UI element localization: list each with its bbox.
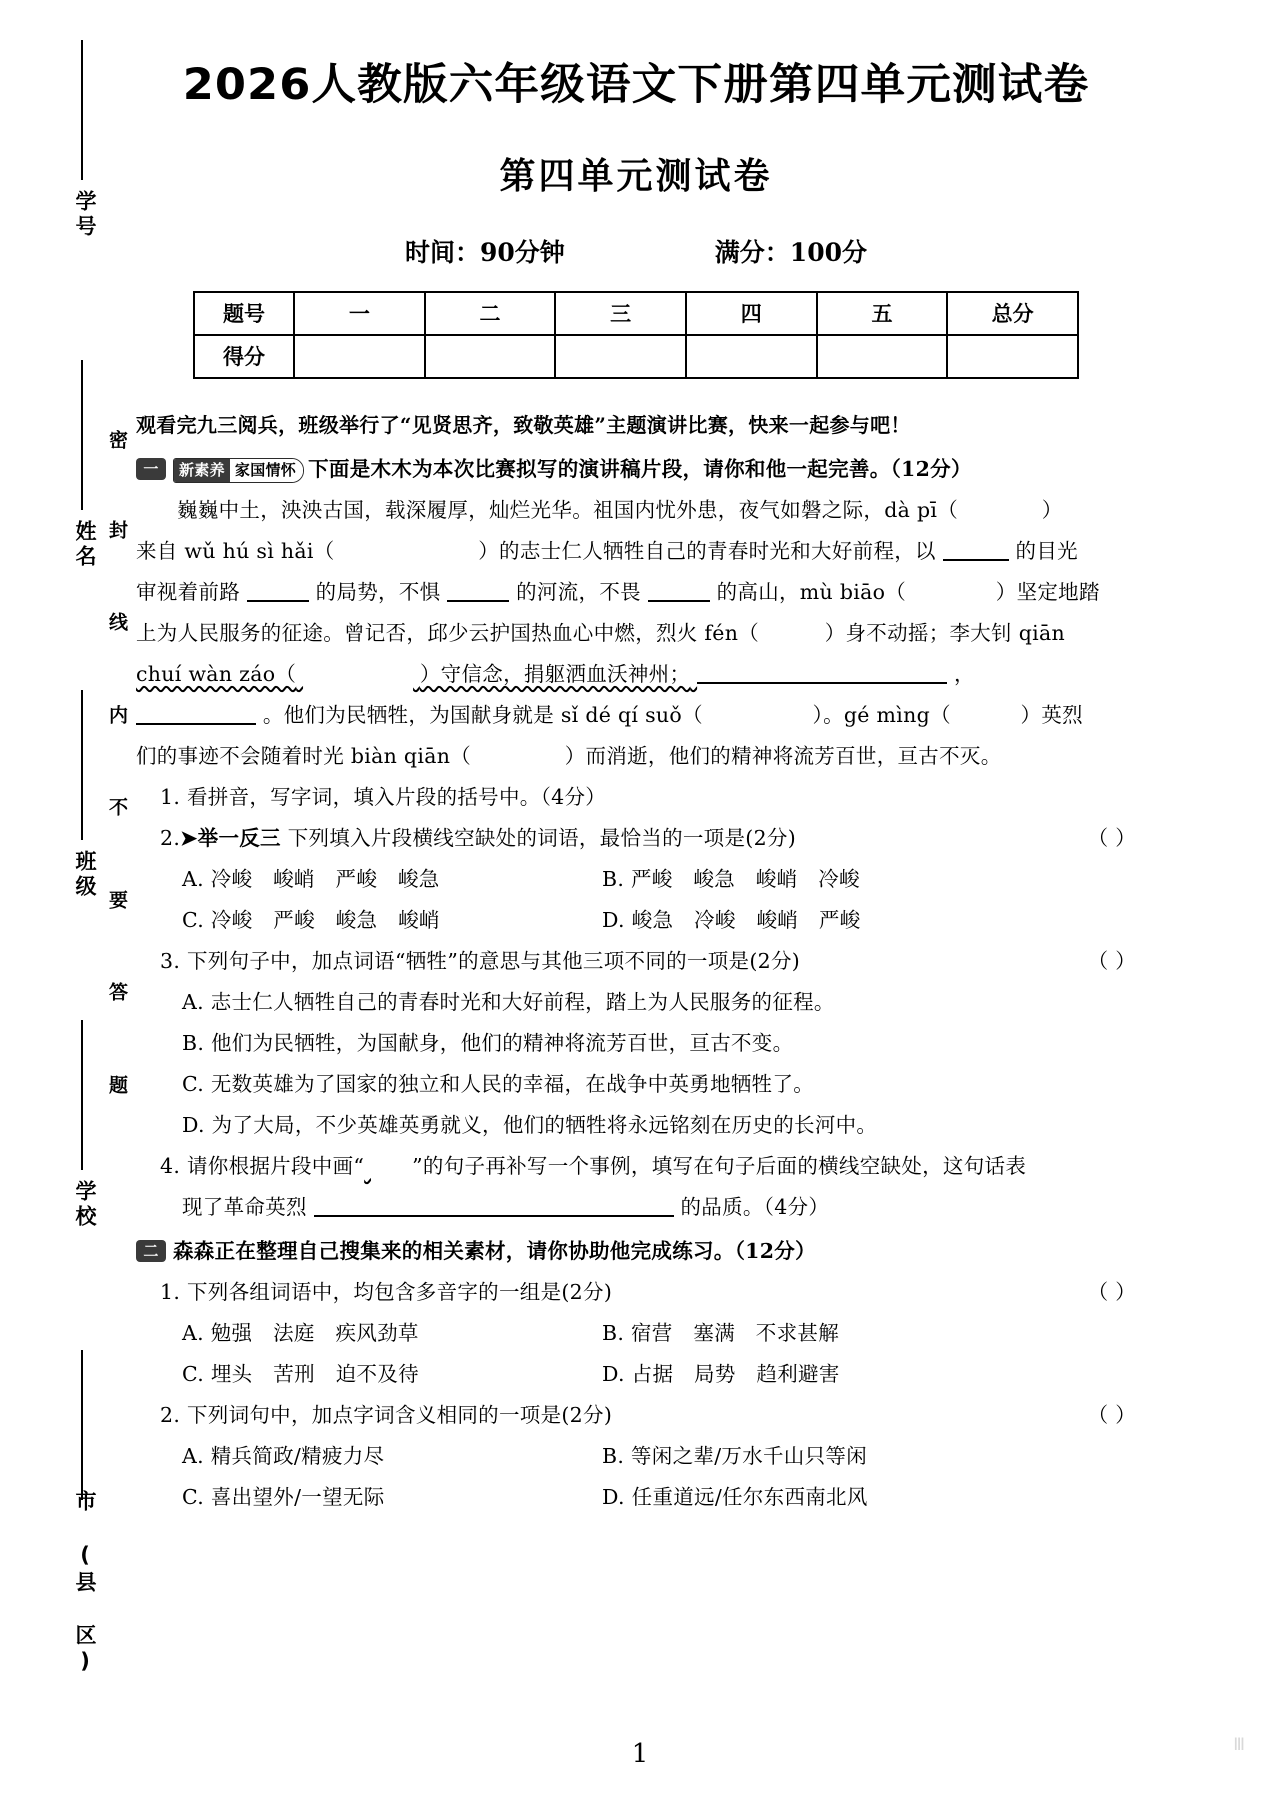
- passage-line-5: [136, 654, 1136, 695]
- passage-line-1: [136, 490, 1136, 531]
- seal-bar: [26, 40, 136, 1740]
- s2-q1-options-row-2: [182, 1354, 1136, 1395]
- exam-meta: [136, 233, 1136, 269]
- seal-rule-1: [81, 40, 83, 180]
- s1-q2-number: 2.: [160, 825, 181, 850]
- passage-l3-c: 的河流，不畏: [516, 579, 641, 604]
- passage-l5-b: ）守信念，捐躯洒血沃神州；: [419, 661, 691, 686]
- passage-l6-c: ）英烈: [1020, 702, 1083, 727]
- s2-q2-option-a[interactable]: A. 精兵简政/精疲力尽: [182, 1443, 385, 1468]
- passage-underline-4[interactable]: [648, 600, 710, 602]
- watermark: Ⅲ: [1233, 1735, 1246, 1755]
- page-subtitle: 第四单元测试卷: [499, 155, 773, 197]
- s1-q4-d: 的品质。（4分）: [680, 1194, 830, 1219]
- seal-rule-2: [81, 360, 83, 510]
- passage-l1-a: 巍巍中土，泱泱古国，载深履厚，灿烂光华。祖国内忧外患，夜气如磐之际，dà pī（: [177, 497, 959, 522]
- section-one-passage: [136, 490, 1136, 777]
- score-cell-1[interactable]: [294, 335, 425, 378]
- seal-mid-da: 答: [106, 982, 128, 1003]
- passage-l5-c: ，: [953, 661, 975, 686]
- passage-l3-d: 的高山，mù biāo（: [716, 579, 907, 604]
- passage-l7-a: 们的事迹不会随着时光 biàn qiān（: [136, 743, 472, 768]
- score-table-label-tihao: 题号: [194, 292, 294, 335]
- passage-line-4: [136, 613, 1136, 654]
- s2-q1-stem: 1. 下列各组词语中，均包含多音字的一组是(2分): [160, 1279, 613, 1304]
- seal-mid-xian: 线: [106, 612, 128, 633]
- s2-q1-options-row-1: [182, 1313, 1136, 1354]
- passage-wavy-1: [136, 662, 697, 686]
- score-col-4: 四: [686, 292, 817, 335]
- passage-line-7: [136, 736, 1136, 777]
- passage-l2-c: 的目光: [1015, 538, 1078, 563]
- s2-q1-option-b[interactable]: B. 宿营 塞满 不求甚解: [602, 1320, 839, 1345]
- score-col-1: 一: [294, 292, 425, 335]
- passage-l3-b: 的局势，不惧: [315, 579, 441, 604]
- passage-l5-a: chuí wàn záo（: [136, 661, 297, 686]
- s2-q1-option-a[interactable]: A. 勉强 法庭 疾风劲草: [182, 1320, 419, 1345]
- s2-question-2: [160, 1395, 1136, 1436]
- passage-l7-b: ）而消逝，他们的精神将流芳百世，亘古不灭。: [564, 743, 1002, 768]
- s2-q2-option-b[interactable]: B. 等闲之辈/万水千山只等闲: [602, 1443, 868, 1468]
- s1-q3-option-d[interactable]: D. 为了大局，不少英雄英勇就义，他们的牺牲将永远铭刻在历史的长河中。: [182, 1112, 878, 1137]
- passage-underline-2[interactable]: [247, 600, 309, 602]
- s1-q3-answer-bracket[interactable]: （ ）: [1087, 948, 1136, 973]
- section-one-number: 一: [136, 458, 166, 480]
- seal-label-xuehao: 学号: [73, 190, 97, 240]
- s1-q2-stem-wrap: [160, 818, 796, 859]
- s1-q4-b: ”的句子再补写一个事例，填写在句子后面的横线空缺处，这句话表: [412, 1153, 1027, 1178]
- s1-question-4-line2: [182, 1187, 1136, 1228]
- passage-l6-b: ）。gé mìng（: [812, 702, 951, 727]
- s1-question-3: [160, 941, 1136, 982]
- s2-q2-option-c[interactable]: C. 喜出望外/一望无际: [182, 1484, 385, 1509]
- s2-q2-stem: 2. 下列词句中，加点字词含义相同的一项是(2分): [160, 1402, 613, 1427]
- s1-q2-options-row-2: [182, 900, 1136, 941]
- page-number: 1: [631, 1739, 649, 1769]
- s2-q2-options-row-1: [182, 1436, 1136, 1477]
- passage-l2-b: ）的志士仁人牺牲自己的青春时光和大好前程，以: [478, 538, 936, 563]
- badge-patriotism: 家国情怀: [230, 459, 303, 482]
- seal-label-banji: 班级: [73, 850, 97, 900]
- score-cell-3[interactable]: [555, 335, 686, 378]
- s1-q2-option-c[interactable]: C. 冷峻 严峻 峻急 峻峭: [182, 907, 440, 932]
- passage-l4-b: ）身不动摇；李大钊 qiān: [824, 620, 1066, 645]
- seal-label-xingming: 姓名: [73, 520, 97, 570]
- score-table-header-row: [194, 292, 1078, 335]
- score-col-2: 二: [425, 292, 556, 335]
- s1-question-4-line1: [160, 1146, 1136, 1187]
- score-cell-2[interactable]: [425, 335, 556, 378]
- score-table-value-row: [194, 335, 1078, 378]
- seal-label-xuexiao: 学校: [73, 1180, 97, 1230]
- s1-q2-option-b[interactable]: B. 严峻 峻急 峻峭 冷峻: [602, 866, 860, 891]
- exam-duration: 时间：90分钟: [405, 237, 565, 267]
- s1-q2-option-d[interactable]: D. 峻急 冷峻 峻峭 严峻: [602, 907, 861, 932]
- exam-full-score: 满分：100分: [714, 237, 867, 267]
- badge-new-literacy: 新素养: [174, 459, 230, 482]
- seal-mid-yao: 要: [106, 890, 128, 911]
- s1-q3-option-c[interactable]: C. 无数英雄为了国家的独立和人民的幸福，在战争中英勇地牺牲了。: [182, 1071, 815, 1096]
- passage-underline-6[interactable]: [136, 723, 256, 725]
- seal-mid-nei: 内: [106, 705, 128, 726]
- s1-question-2: [160, 818, 1136, 859]
- seal-label-shixian: 市 (县 区): [73, 1490, 97, 1677]
- passage-l4-a: 上为人民服务的征途。曾记否，邱少云护国热血心中燃，烈火 fén（: [136, 620, 760, 645]
- page-title: 2026人教版六年级语文下册第四单元测试卷: [182, 60, 1090, 110]
- seal-mid-feng: 封: [106, 520, 128, 541]
- intro-text: 观看完九三阅兵，班级举行了“见贤思齐，致敬英雄”主题演讲比赛，快来一起参与吧！: [136, 412, 911, 437]
- section-two-number: 二: [136, 1240, 166, 1262]
- passage-l1-b: ）: [1041, 497, 1063, 522]
- section-two-header: [136, 1232, 1136, 1270]
- passage-l2-a: 来自 wǔ hú sì hǎi（: [136, 538, 335, 563]
- s1-q2-tag: ➤举一反三: [180, 825, 281, 850]
- s1-q4-c: 现了革命英烈: [182, 1194, 307, 1219]
- section-one-header: [136, 450, 1136, 488]
- seal-rule-4: [81, 1020, 83, 1170]
- s2-q1-answer-bracket[interactable]: （ ）: [1087, 1279, 1136, 1304]
- passage-l3-e: ）坚定地踏: [995, 579, 1100, 604]
- s2-question-1: [160, 1272, 1136, 1313]
- seal-rule-3: [81, 690, 83, 840]
- passage-l6-a: 。他们为民牺牲，为国献身就是 sǐ dé qí suǒ（: [262, 702, 703, 727]
- score-col-3: 三: [555, 292, 686, 335]
- s1-q2-options-row-1: [182, 859, 1136, 900]
- seal-mid-ti: 题: [106, 1075, 128, 1096]
- score-cell-total[interactable]: [947, 335, 1078, 378]
- score-col-5: 五: [817, 292, 948, 335]
- passage-underline-5[interactable]: [697, 682, 947, 684]
- main-content: [136, 60, 1136, 1518]
- passage-line-3: [136, 572, 1136, 613]
- passage-line-6: [136, 695, 1136, 736]
- section-one-badge: [173, 458, 304, 483]
- passage-underline-1[interactable]: [943, 559, 1009, 561]
- seal-mid-bu: 不: [106, 797, 128, 818]
- s2-q2-option-d[interactable]: D. 任重道远/任尔东西南北风: [602, 1484, 868, 1509]
- s1-question-1: 1. 看拼音，写字词，填入片段的括号中。（4分）: [160, 784, 607, 809]
- seal-mid-mi: 密: [106, 430, 128, 451]
- s1-q3-stem: 3. 下列句子中，加点词语“牺牲”的意思与其他三项不同的一项是(2分): [160, 948, 801, 973]
- score-col-total: 总分: [947, 292, 1078, 335]
- s1-q3-option-a[interactable]: A. 志士仁人牺牲自己的青春时光和大好前程，踏上为人民服务的征程。: [182, 989, 835, 1014]
- s1-q4-answer-blank[interactable]: [314, 1215, 674, 1217]
- s1-q2-answer-bracket[interactable]: （ ）: [1087, 825, 1136, 850]
- exam-body: [136, 405, 1136, 1518]
- score-table-label-defen: 得分: [194, 335, 294, 378]
- s2-q1-option-c[interactable]: C. 埋头 苦刑 迫不及待: [182, 1361, 419, 1386]
- s2-q2-answer-bracket[interactable]: （ ）: [1087, 1402, 1136, 1427]
- passage-l3-a: 审视着前路: [136, 579, 240, 604]
- s1-q4-wavy-mark: [364, 1146, 412, 1187]
- seal-rule-5: [81, 1350, 83, 1500]
- s1-q4-a: 4. 请你根据片段中画“: [160, 1153, 365, 1178]
- score-cell-4[interactable]: [686, 335, 817, 378]
- score-cell-5[interactable]: [817, 335, 948, 378]
- score-table: [193, 291, 1079, 379]
- s1-q2-option-a[interactable]: A. 冷峻 峻峭 严峻 峻急: [182, 866, 440, 891]
- passage-line-2: [136, 531, 1136, 572]
- s2-q1-option-d[interactable]: D. 占据 局势 趋利避害: [602, 1361, 840, 1386]
- passage-underline-3[interactable]: [447, 600, 509, 602]
- section-one-title: 下面是木木为本次比赛拟写的演讲稿片段，请你和他一起完善。（12分）: [308, 456, 972, 481]
- s1-q2-stem: 下列填入片段横线空缺处的词语，最恰当的一项是(2分): [287, 825, 797, 850]
- s1-q3-option-b[interactable]: B. 他们为民牺牲，为国献身，他们的精神将流芳百世，亘古不变。: [182, 1030, 794, 1055]
- section-two-title: 森森正在整理自己搜集来的相关素材，请你协助他完成练习。（12分）: [173, 1238, 816, 1263]
- s2-q2-options-row-2: [182, 1477, 1136, 1518]
